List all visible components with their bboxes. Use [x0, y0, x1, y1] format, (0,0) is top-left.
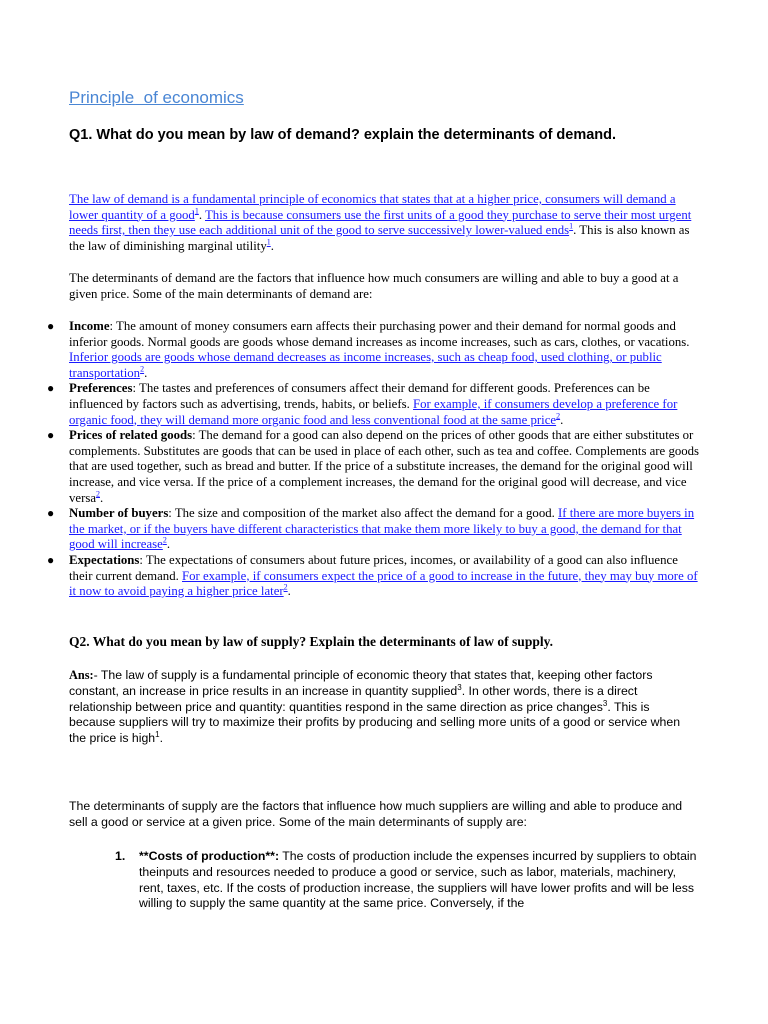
citation-sup[interactable]: 1 — [569, 221, 574, 231]
answer-text-2: . In other words, there is a direct relationship between price and quantity: quantities respond in the same direction as price changes — [69, 683, 638, 714]
item-text: : The expectations of consumers about future prices, incomes, or availability of a good can also influence their current demand. — [69, 552, 678, 583]
bullet-icon: ● — [47, 428, 55, 443]
period-text: . — [270, 238, 274, 253]
item-text: : The size and composition of the market also affect the demand for a good. — [168, 506, 559, 521]
term-label: Expectations — [69, 552, 140, 567]
law-of-demand-link-1[interactable]: The law of demand is a fundamental principle of economics that states that at a higher price, consumers will demand a lower quantity of a good — [69, 192, 676, 222]
item-text: : The amount of money consumers earn affects their purchasing power and their demand for normal goods and inferior goods. Normal goods are goods whose demand increases as income increases, such as cars, clothes, or vacations. — [69, 319, 690, 349]
item-text: The costs of production include the expenses incurred by suppliers to obtain theinputs and resources needed to produce a good or service, such as labor, materials, machinery, rent, taxes, etc. If the costs of production increase, the suppliers will have lower profits and will be less willing to supply the same quantity at the same price. Conversely, if the — [139, 849, 697, 911]
term-label: **Costs of production**: — [139, 849, 280, 863]
item-link[interactable]: If there are more buyers in the market, or if the buyers have different characteristics that make them more likely to buy a good, the demand for that good will increase — [69, 506, 695, 552]
period-text: . — [560, 412, 564, 427]
item-text: : The tastes and preferences of consumers affect their demand for different goods. Preferences can be influenced by factors such as advertising, trends, habits, or beliefs. — [69, 381, 650, 411]
citation-sup[interactable]: 2 — [283, 582, 288, 592]
term-label: Number of buyers — [69, 506, 169, 521]
law-of-supply-answer — [69, 668, 699, 747]
list-item-expectations — [47, 552, 699, 600]
period-text: . — [159, 731, 164, 746]
term-label: Preferences — [69, 381, 133, 396]
item-link[interactable]: Inferior goods are goods whose demand decreases as income increases, such as cheap food, used clothing, or public transportation — [69, 350, 662, 380]
period-text: . — [100, 490, 104, 505]
separator-text: . — [198, 207, 205, 222]
answer-text-1: - The law of supply is a fundamental principle of economic theory that states that, keeping other factors constant, an increase in price results in an increase in quantity supplied — [69, 668, 653, 698]
citation-sup: 3 — [602, 698, 608, 708]
answer-text-3: . This is because suppliers will try to maximize their profits by producing and selling more units of a good or service when the price is high — [69, 699, 681, 746]
question-2-heading: Q2. What do you mean by law of supply? Explain the determinants of law of supply. — [69, 634, 553, 649]
bullet-icon: ● — [47, 506, 55, 521]
citation-sup: 1 — [155, 730, 160, 740]
list-item-costs-of-production — [115, 849, 699, 912]
document-heading: Principle of economics — [69, 88, 244, 107]
citation-sup[interactable]: 2 — [162, 536, 167, 546]
list-number: 1. — [115, 849, 126, 863]
citation-sup[interactable]: 2 — [556, 411, 561, 421]
list-item-income — [47, 319, 699, 381]
citation-sup[interactable]: 1 — [266, 237, 271, 247]
determinants-of-supply-list — [115, 849, 699, 912]
item-link[interactable]: For example, if consumers develop a preference for organic food, they will demand more organic food and less conventional food at the same price — [69, 396, 678, 427]
determinants-of-demand-list — [47, 319, 700, 600]
bullet-icon: ● — [47, 552, 55, 567]
diminishing-utility-text: . This is also known as the law of diminishing marginal utility — [69, 223, 690, 253]
period-text: . — [144, 365, 148, 380]
item-text: : The demand for a good can also depend on the prices of other goods that are either substitutes or complements. Substitutes are goods that can be used in place of each other, such as tea and coffee. Complements are goods that are used together, such as bread and butter. If the price of a substitute increases, the demand for the original good will increase, and vice versa. If the price of a complement increases, the demand for the original good will decrease, and vice versa — [69, 428, 700, 505]
law-of-demand-paragraph — [69, 192, 699, 254]
answer-label: Ans: — [69, 668, 94, 682]
term-label: Income — [69, 319, 110, 333]
citation-sup[interactable]: 2 — [140, 364, 145, 374]
item-link[interactable]: For example, if consumers expect the price of a good to increase in the future, they may buy more of it now to avoid paying a higher price later — [69, 568, 698, 599]
period-text: . — [166, 537, 171, 552]
period-text: . — [287, 584, 291, 599]
citation-sup[interactable]: 2 — [96, 489, 100, 499]
bullet-icon: ● — [47, 319, 55, 333]
list-item-prices-of-related-goods — [47, 428, 700, 506]
bullet-icon: ● — [47, 381, 55, 396]
question-1-heading: Q1. What do you mean by law of demand? explain the determinants of demand. — [69, 127, 617, 143]
determinants-intro-paragraph: The determinants of demand are the factors that influence how much consumers are willing and able to buy a good at a given price. Some of the main determinants of demand are: — [69, 271, 679, 301]
citation-sup[interactable]: 1 — [194, 206, 199, 216]
law-of-demand-link-2[interactable]: This is because consumers use the first units of a good they purchase to serve their most urgent needs first, then they use each additional unit of the good to serve successively lower-valued ends — [69, 207, 692, 238]
determinants-of-supply-intro: The determinants of supply are the factors that influence how much suppliers are willing and able to produce and sell a good or service at a given price. Some of the main determinants of supply are: — [69, 799, 683, 829]
list-item-number-of-buyers — [47, 506, 699, 553]
list-item-preferences — [47, 381, 699, 428]
citation-sup: 3 — [457, 682, 462, 692]
term-label: Prices of related goods — [69, 428, 193, 443]
